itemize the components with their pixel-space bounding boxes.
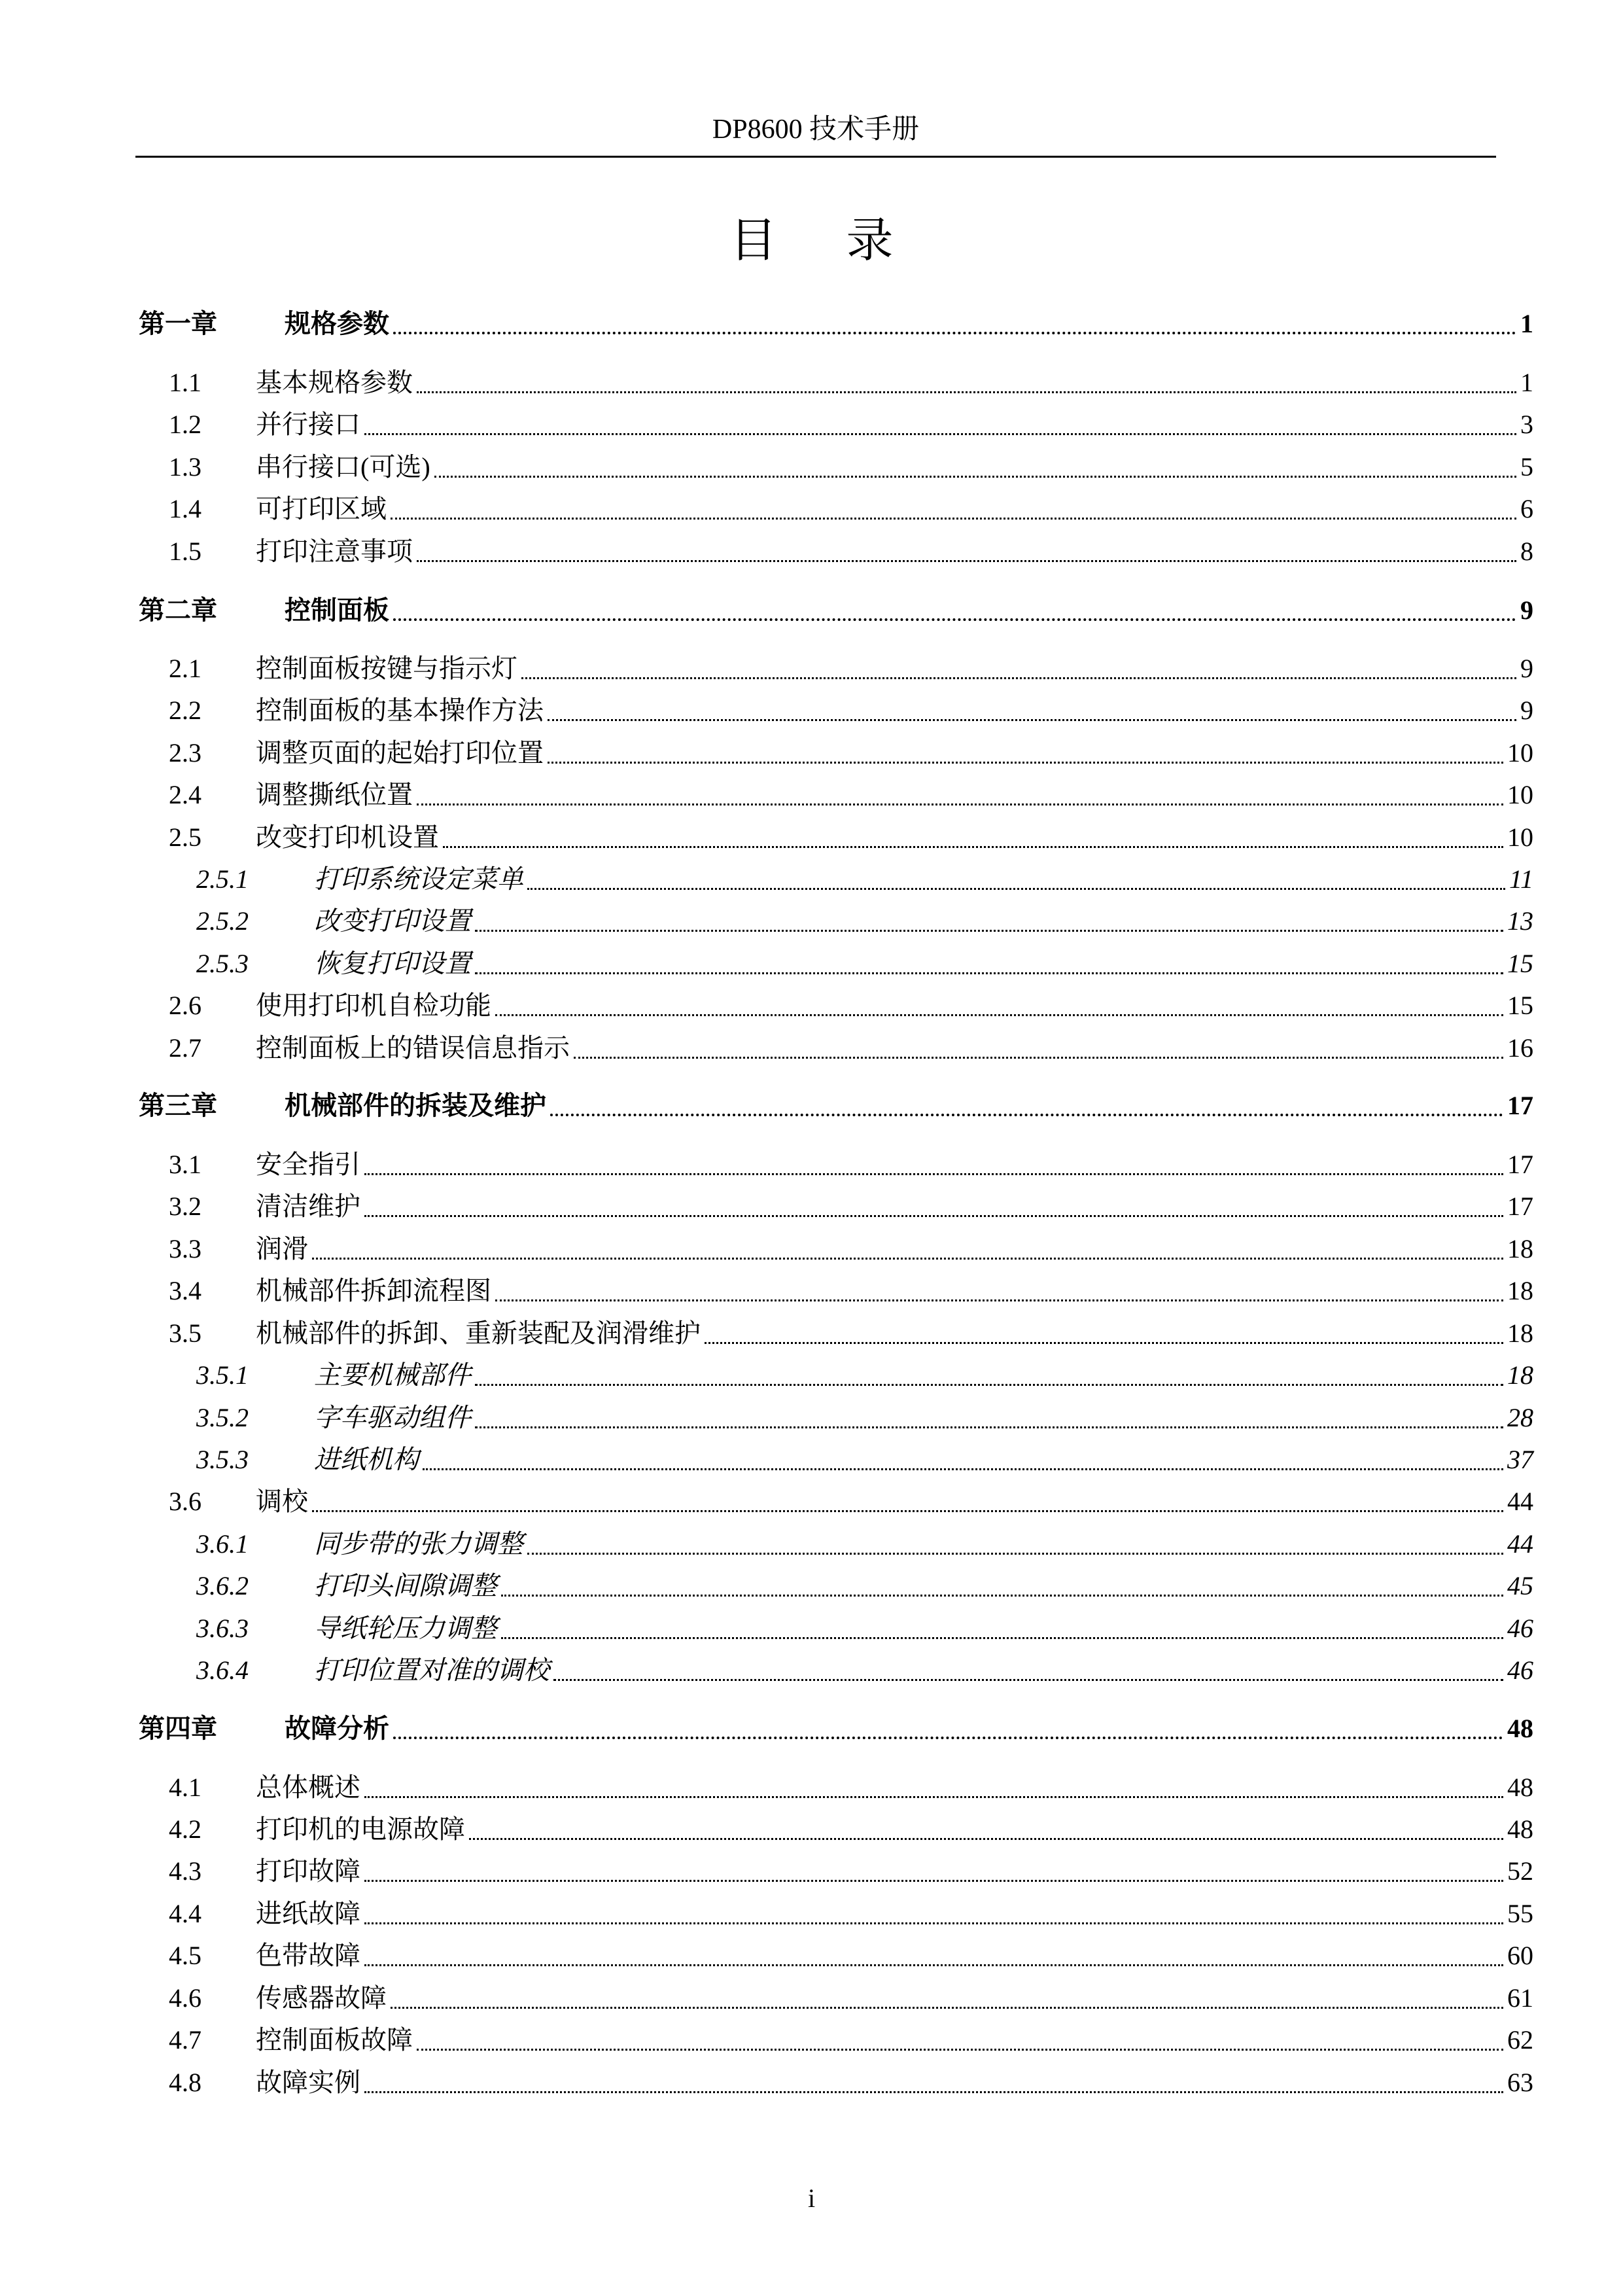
toc-entry-label: 恢复打印设置 (314, 949, 471, 978)
toc-entry-number: 3.5.2 (196, 1403, 249, 1432)
toc-entry-label: 润滑 (256, 1234, 308, 1263)
toc-dot-leader (501, 1565, 1503, 1607)
toc-section-entry[interactable] (169, 985, 1533, 1027)
toc-subsection-entry[interactable] (196, 1439, 1533, 1481)
toc-entry-page: 48 (1507, 1814, 1533, 1844)
toc-entry-number: 1.2 (169, 410, 201, 439)
toc-entry-number: 1.5 (169, 537, 201, 566)
toc-entry-label: 安全指引 (256, 1150, 360, 1179)
toc-dot-leader (364, 404, 1516, 446)
toc-entry-label: 主要机械部件 (314, 1360, 471, 1390)
toc-entry-page: 18 (1507, 1276, 1533, 1305)
toc-section-entry[interactable] (169, 1977, 1533, 2019)
toc-dot-leader (501, 1608, 1503, 1650)
toc-entry-page: 8 (1520, 537, 1533, 566)
toc-entry-number: 4.1 (169, 1773, 201, 1802)
toc-entry-number: 2.5.2 (196, 906, 249, 936)
toc-title: 目 录 (729, 215, 922, 267)
toc-dot-leader (364, 1850, 1503, 1892)
toc-entry-page: 15 (1507, 949, 1533, 978)
toc-entry-number: 2.1 (169, 654, 201, 683)
toc-entry-number: 3.6.2 (196, 1571, 249, 1600)
toc-dot-leader (393, 590, 1516, 631)
toc-entry-number: 3.6.3 (196, 1614, 249, 1643)
toc-entry-page: 10 (1507, 822, 1533, 852)
toc-entry-page: 10 (1507, 738, 1533, 768)
toc-entry-label: 调整页面的起始打印位置 (256, 738, 544, 768)
toc-entry-number: 2.4 (169, 780, 201, 809)
toc-section-entry[interactable] (169, 488, 1533, 530)
toc-subsection-entry[interactable] (196, 1354, 1533, 1396)
toc-dot-leader (574, 1027, 1503, 1069)
toc-chapter-entry[interactable] (139, 1708, 1533, 1750)
toc-dot-leader (312, 1481, 1503, 1523)
toc-entry-label: 串行接口(可选) (256, 452, 430, 482)
toc-entry-number: 第四章 (139, 1714, 217, 1743)
toc-entry-label: 规格参数 (285, 309, 389, 338)
toc-dot-leader (548, 690, 1516, 732)
toc-section-entry[interactable] (169, 531, 1533, 573)
toc-entry-page: 37 (1507, 1445, 1533, 1474)
toc-entry-page: 1 (1520, 309, 1533, 338)
toc-dot-leader (364, 1935, 1503, 1977)
toc-entry-label: 控制面板 (285, 595, 389, 625)
toc-entry-page: 48 (1507, 1773, 1533, 1802)
toc-dot-leader (475, 1354, 1503, 1396)
toc-subsection-entry[interactable] (196, 858, 1533, 900)
toc-entry-page: 3 (1520, 410, 1533, 439)
toc-section-entry[interactable] (169, 2062, 1533, 2104)
toc-entry-number: 1.4 (169, 494, 201, 523)
toc-entry-number: 第三章 (139, 1091, 217, 1120)
toc-chapter-entry[interactable] (139, 303, 1533, 345)
toc-entry-number: 4.5 (169, 1941, 201, 1970)
toc-entry-page: 62 (1507, 2025, 1533, 2055)
toc-dot-leader (521, 648, 1516, 690)
toc-section-entry[interactable] (169, 1850, 1533, 1892)
toc-entry-page: 16 (1507, 1033, 1533, 1063)
toc-entry-page: 6 (1520, 494, 1533, 523)
toc-subsection-entry[interactable] (196, 1565, 1533, 1607)
toc-entry-label: 机械部件拆卸流程图 (256, 1276, 491, 1305)
toc-dot-leader (417, 362, 1516, 404)
toc-entry-number: 1.1 (169, 368, 201, 397)
toc-section-entry[interactable] (169, 1186, 1533, 1227)
toc-section-entry[interactable] (169, 1935, 1533, 1977)
toc-entry-page: 44 (1507, 1529, 1533, 1559)
toc-entry-number: 3.5.1 (196, 1360, 249, 1390)
toc-entry-page: 28 (1507, 1403, 1533, 1432)
toc-entry-number: 第二章 (139, 595, 217, 625)
toc-dot-leader (364, 1893, 1503, 1935)
toc-entry-page: 52 (1507, 1856, 1533, 1886)
toc-entry-number: 2.3 (169, 738, 201, 768)
toc-dot-leader (364, 2062, 1503, 2104)
toc-entry-label: 改变打印机设置 (256, 822, 439, 852)
toc-entry-label: 调整撕纸位置 (256, 780, 413, 809)
toc-entry-page: 9 (1520, 696, 1533, 725)
toc-entry-label: 打印头间隙调整 (314, 1571, 497, 1600)
toc-entry-page: 10 (1507, 780, 1533, 809)
toc-entry-page: 60 (1507, 1941, 1533, 1970)
toc-dot-leader (393, 303, 1516, 345)
toc-dot-leader (475, 1397, 1503, 1439)
toc-entry-page: 44 (1507, 1487, 1533, 1516)
toc-entry-page: 45 (1507, 1571, 1533, 1600)
toc-section-entry[interactable] (169, 446, 1533, 488)
toc-entry-number: 4.3 (169, 1856, 201, 1886)
toc-dot-leader (423, 1439, 1503, 1481)
toc-dot-leader (364, 1767, 1503, 1809)
toc-entry-page: 17 (1507, 1150, 1533, 1179)
toc-section-entry[interactable] (169, 1893, 1533, 1935)
toc-entry-page: 18 (1507, 1234, 1533, 1263)
toc-entry-label: 使用打印机自检功能 (256, 991, 491, 1020)
toc-entry-page: 17 (1507, 1091, 1533, 1120)
toc-entry-number: 4.6 (169, 1983, 201, 2013)
toc-entry-page: 15 (1507, 991, 1533, 1020)
toc-entry-number: 3.3 (169, 1234, 201, 1263)
toc-chapter-entry[interactable] (139, 590, 1533, 631)
toc-entry-number: 2.5.3 (196, 949, 249, 978)
toc-entry-label: 控制面板上的错误信息指示 (256, 1033, 570, 1063)
toc-entry-number: 2.6 (169, 991, 201, 1020)
toc-entry-label: 同步带的张力调整 (314, 1529, 523, 1559)
toc-entry-page: 1 (1520, 368, 1533, 397)
page-header: DP8600 技术手册 (712, 115, 920, 145)
toc-section-entry[interactable] (169, 1313, 1533, 1354)
toc-chapter-entry[interactable] (139, 1085, 1533, 1127)
toc-section-entry[interactable] (169, 648, 1533, 690)
toc-entry-number: 3.6.4 (196, 1655, 249, 1685)
toc-dot-leader (553, 1650, 1503, 1691)
toc-entry-number: 4.2 (169, 1814, 201, 1844)
toc-entry-number: 3.5.3 (196, 1445, 249, 1474)
toc-entry-number: 第一章 (139, 309, 217, 338)
toc-entry-label: 控制面板按键与指示灯 (256, 654, 517, 683)
toc-entry-number: 2.7 (169, 1033, 201, 1063)
toc-section-entry[interactable] (169, 774, 1533, 816)
toc-section-entry[interactable] (169, 690, 1533, 732)
toc-entry-label: 打印故障 (256, 1856, 360, 1886)
toc-entry-page: 48 (1507, 1714, 1533, 1743)
toc-entry-label: 清洁维护 (256, 1192, 360, 1221)
toc-dot-leader (469, 1809, 1503, 1850)
toc-section-entry[interactable] (169, 1481, 1533, 1523)
toc-entry-number: 3.1 (169, 1150, 201, 1179)
page-number: i (807, 2183, 816, 2213)
toc-entry-label: 进纸故障 (256, 1899, 360, 1928)
toc-entry-label: 打印注意事项 (256, 537, 413, 566)
toc-dot-leader (475, 943, 1503, 985)
toc-section-entry[interactable] (169, 1144, 1533, 1186)
toc-section-entry[interactable] (169, 1228, 1533, 1270)
toc-dot-leader (312, 1228, 1503, 1270)
toc-entry-page: 17 (1507, 1192, 1533, 1221)
toc-section-entry[interactable] (169, 1767, 1533, 1809)
toc-dot-leader (434, 446, 1516, 488)
toc-dot-leader (393, 1708, 1503, 1750)
toc-subsection-entry[interactable] (196, 1650, 1533, 1691)
toc-section-entry[interactable] (169, 1027, 1533, 1069)
toc-entry-number: 4.7 (169, 2025, 201, 2055)
toc-entry-label: 字车驱动组件 (314, 1403, 471, 1432)
toc-entry-page: 5 (1520, 452, 1533, 482)
toc-section-entry[interactable] (169, 732, 1533, 774)
toc-section-entry[interactable] (169, 1809, 1533, 1850)
toc-subsection-entry[interactable] (196, 943, 1533, 985)
toc-entry-label: 控制面板的基本操作方法 (256, 696, 544, 725)
toc-entry-number: 3.6.1 (196, 1529, 249, 1559)
toc-section-entry[interactable] (169, 817, 1533, 858)
toc-entry-page: 18 (1507, 1318, 1533, 1348)
toc-subsection-entry[interactable] (196, 1523, 1533, 1565)
toc-entry-label: 进纸机构 (314, 1445, 419, 1474)
toc-entry-label: 改变打印设置 (314, 906, 471, 936)
toc-entry-label: 可打印区域 (256, 494, 387, 523)
toc-entry-label: 机械部件的拆卸、重新装配及润滑维护 (256, 1318, 701, 1348)
toc-entry-number: 4.4 (169, 1899, 201, 1928)
toc-dot-leader (443, 817, 1503, 858)
toc-dot-leader (391, 488, 1516, 530)
toc-section-entry[interactable] (169, 1270, 1533, 1312)
toc-entry-label: 导纸轮压力调整 (314, 1614, 497, 1643)
toc-section-entry[interactable] (169, 2019, 1533, 2061)
toc-entry-label: 故障实例 (256, 2068, 360, 2097)
toc-entry-number: 3.4 (169, 1276, 201, 1305)
toc-dot-leader (495, 1270, 1503, 1312)
toc-entry-label: 传感器故障 (256, 1983, 387, 2013)
toc-dot-leader (417, 774, 1503, 816)
toc-entry-number: 2.2 (169, 696, 201, 725)
toc-entry-page: 9 (1520, 595, 1533, 625)
toc-dot-leader (548, 732, 1503, 774)
toc-dot-leader (417, 531, 1516, 573)
toc-entry-label: 调校 (256, 1487, 308, 1516)
toc-section-entry[interactable] (169, 362, 1533, 404)
toc-entry-page: 46 (1507, 1614, 1533, 1643)
toc-subsection-entry[interactable] (196, 1397, 1533, 1439)
toc-dot-leader (475, 900, 1503, 942)
toc-entry-page: 63 (1507, 2068, 1533, 2097)
toc-entry-label: 打印系统设定菜单 (314, 864, 523, 894)
toc-subsection-entry[interactable] (196, 900, 1533, 942)
toc-entry-number: 1.3 (169, 452, 201, 482)
toc-entry-label: 并行接口 (256, 410, 360, 439)
toc-entry-page: 18 (1507, 1360, 1533, 1390)
toc-subsection-entry[interactable] (196, 1608, 1533, 1650)
toc-entry-page: 11 (1509, 864, 1533, 894)
toc-entry-label: 控制面板故障 (256, 2025, 413, 2055)
toc-entry-page: 13 (1507, 906, 1533, 936)
toc-entry-number: 4.8 (169, 2068, 201, 2097)
toc-entry-number: 2.5.1 (196, 864, 249, 894)
toc-dot-leader (364, 1144, 1503, 1186)
toc-entry-label: 故障分析 (285, 1714, 389, 1743)
toc-dot-leader (550, 1085, 1503, 1127)
toc-entry-number: 3.5 (169, 1318, 201, 1348)
toc-dot-leader (705, 1313, 1503, 1354)
toc-dot-leader (495, 985, 1503, 1027)
toc-entry-label: 打印机的电源故障 (256, 1814, 465, 1844)
toc-entry-page: 55 (1507, 1899, 1533, 1928)
toc-entry-page: 46 (1507, 1655, 1533, 1685)
toc-entry-page: 61 (1507, 1983, 1533, 2013)
toc-entry-number: 2.5 (169, 822, 201, 852)
toc-entry-label: 色带故障 (256, 1941, 360, 1970)
toc-entry-label: 机械部件的拆装及维护 (285, 1091, 546, 1120)
toc-entry-label: 总体概述 (256, 1773, 360, 1802)
toc-entry-page: 9 (1520, 654, 1533, 683)
toc-dot-leader (417, 2019, 1503, 2061)
toc-entry-label: 打印位置对准的调校 (314, 1655, 550, 1685)
toc-entry-label: 基本规格参数 (256, 368, 413, 397)
toc-entry-number: 3.6 (169, 1487, 201, 1516)
toc-dot-leader (527, 1523, 1503, 1565)
toc-dot-leader (391, 1977, 1503, 2019)
toc-section-entry[interactable] (169, 404, 1533, 446)
toc-dot-leader (527, 858, 1505, 900)
toc-dot-leader (364, 1186, 1503, 1227)
toc-entry-number: 3.2 (169, 1192, 201, 1221)
